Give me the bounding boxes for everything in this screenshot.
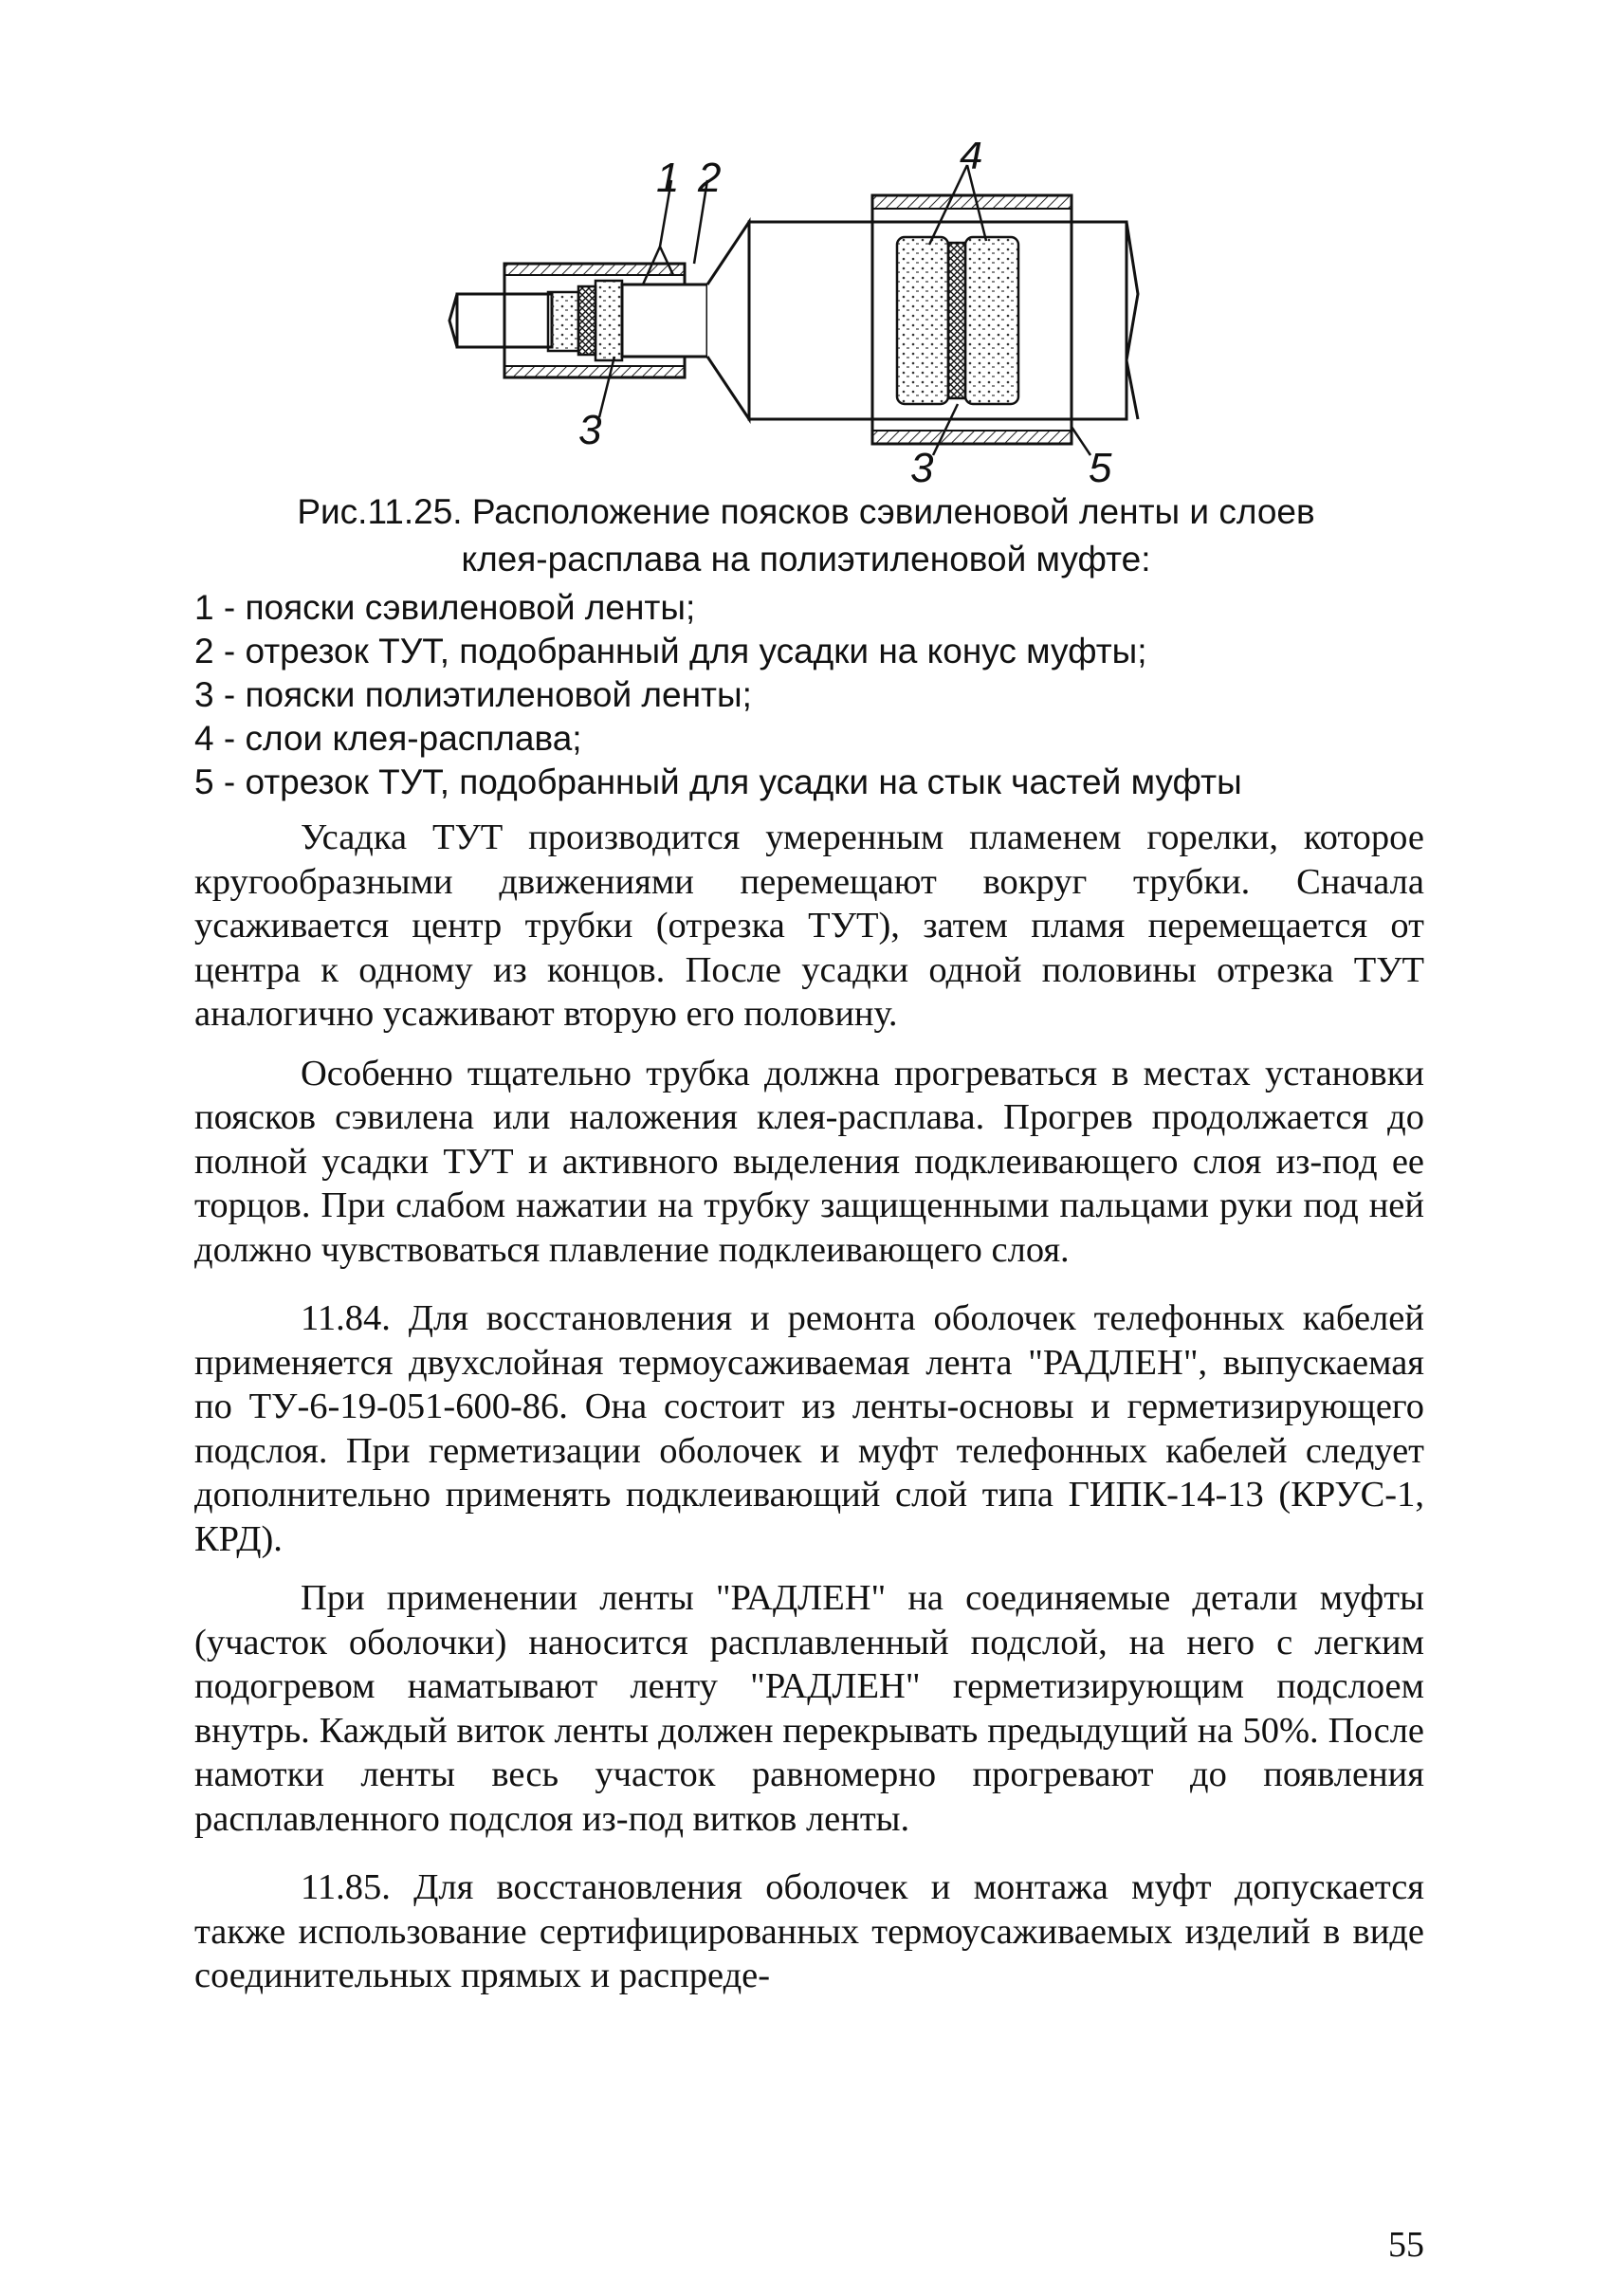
caption-line: клея-расплава на полиэтиленовой муфте: [461, 540, 1151, 579]
figure-legend [194, 586, 1446, 804]
sevilen-band-left [548, 292, 578, 351]
legend-item: 5 - отрезок ТУТ, подобранный для усадки на стык частей муфты [194, 762, 1242, 801]
paragraph: Усадка ТУТ производится умеренным пламенем горелки, которое кругообразными движениями перемещают вокруг трубки. Сначала усаживается центр трубки (отрезка ТУТ), затем пламя перемещается от центра к одному из концов. После усадки одной половины отрезка ТУТ аналогично усаживают вторую его половину. [194, 817, 1424, 1034]
legend-item: 3 - пояски полиэтиленовой ленты; [194, 675, 752, 714]
body-text [194, 816, 1424, 2013]
paragraph: 11.85. Для восстановления оболочек и монтажа муфт допускается также использование сертифицированных термоусаживаемых изделий в виде соединительных прямых и распреде- [194, 1867, 1424, 1995]
legend-item: 4 - слои клея-расплава; [194, 719, 582, 758]
polyethylene-band-left [578, 286, 595, 355]
label-1: 1 [656, 155, 680, 201]
label-5: 5 [1089, 445, 1112, 491]
adhesive-layer-left [897, 237, 948, 404]
muff-cone [707, 222, 749, 419]
muff-figure [436, 142, 1157, 493]
paragraph: При применении ленты "РАДЛЕН" на соединяемые детали муфты (участок оболочки) наносится расплавленный подслой, на него с легким подогревом наматывают ленту "РАДЛЕН" герметизирующим подслоем внутрь. Каждый виток ленты должен перекрывать предыдущий на 50%. После намотки ленты весь участок равномерно прогревают до появления расплавленного подслоя из-под витков ленты. [194, 1578, 1424, 1839]
legend-item: 1 - пояски сэвиленовой ленты; [194, 588, 696, 627]
label-3-right: 3 [910, 445, 934, 491]
polyethylene-band-right [948, 243, 965, 398]
page-number: 55 [1388, 2225, 1424, 2265]
polyethylene-muff-drawing [436, 142, 1157, 493]
paragraph: 11.84. Для восстановления и ремонта оболочек телефонных кабелей применяется двухслойная термоусаживаемая лента "РАДЛЕН", выпускаемая по ТУ-6-19-051-600-86. Она состоит из ленты-основы и герметизирующего подслоя. При герметизации оболочек и муфт телефонных кабелей следует дополнительно применять подклеивающий слой типа ГИПК-14-13 (КРУС-1, КРД). [194, 1298, 1424, 1559]
label-3-left: 3 [578, 407, 602, 453]
adhesive-layer-right [965, 237, 1018, 404]
label-4: 4 [960, 142, 983, 178]
figure-caption [142, 488, 1470, 583]
label-2: 2 [698, 155, 722, 201]
caption-line: Рис.11.25. Расположение поясков сэвиленовой ленты и слоев [297, 492, 1315, 531]
muff-neck [622, 285, 707, 357]
legend-item: 2 - отрезок ТУТ, подобранный для усадки на конус муфты; [194, 632, 1147, 670]
paragraph: Особенно тщательно трубка должна прогреваться в местах установки поясков сэвилена или наложения клея-расплава. Прогрев продолжается до полной усадки ТУТ и активного выделения подклеивающего слоя из-под ее торцов. При слабом нажатии на трубку защищенными пальцами руки под ней должно чувствоваться плавление подклеивающего слоя. [194, 1053, 1424, 1270]
